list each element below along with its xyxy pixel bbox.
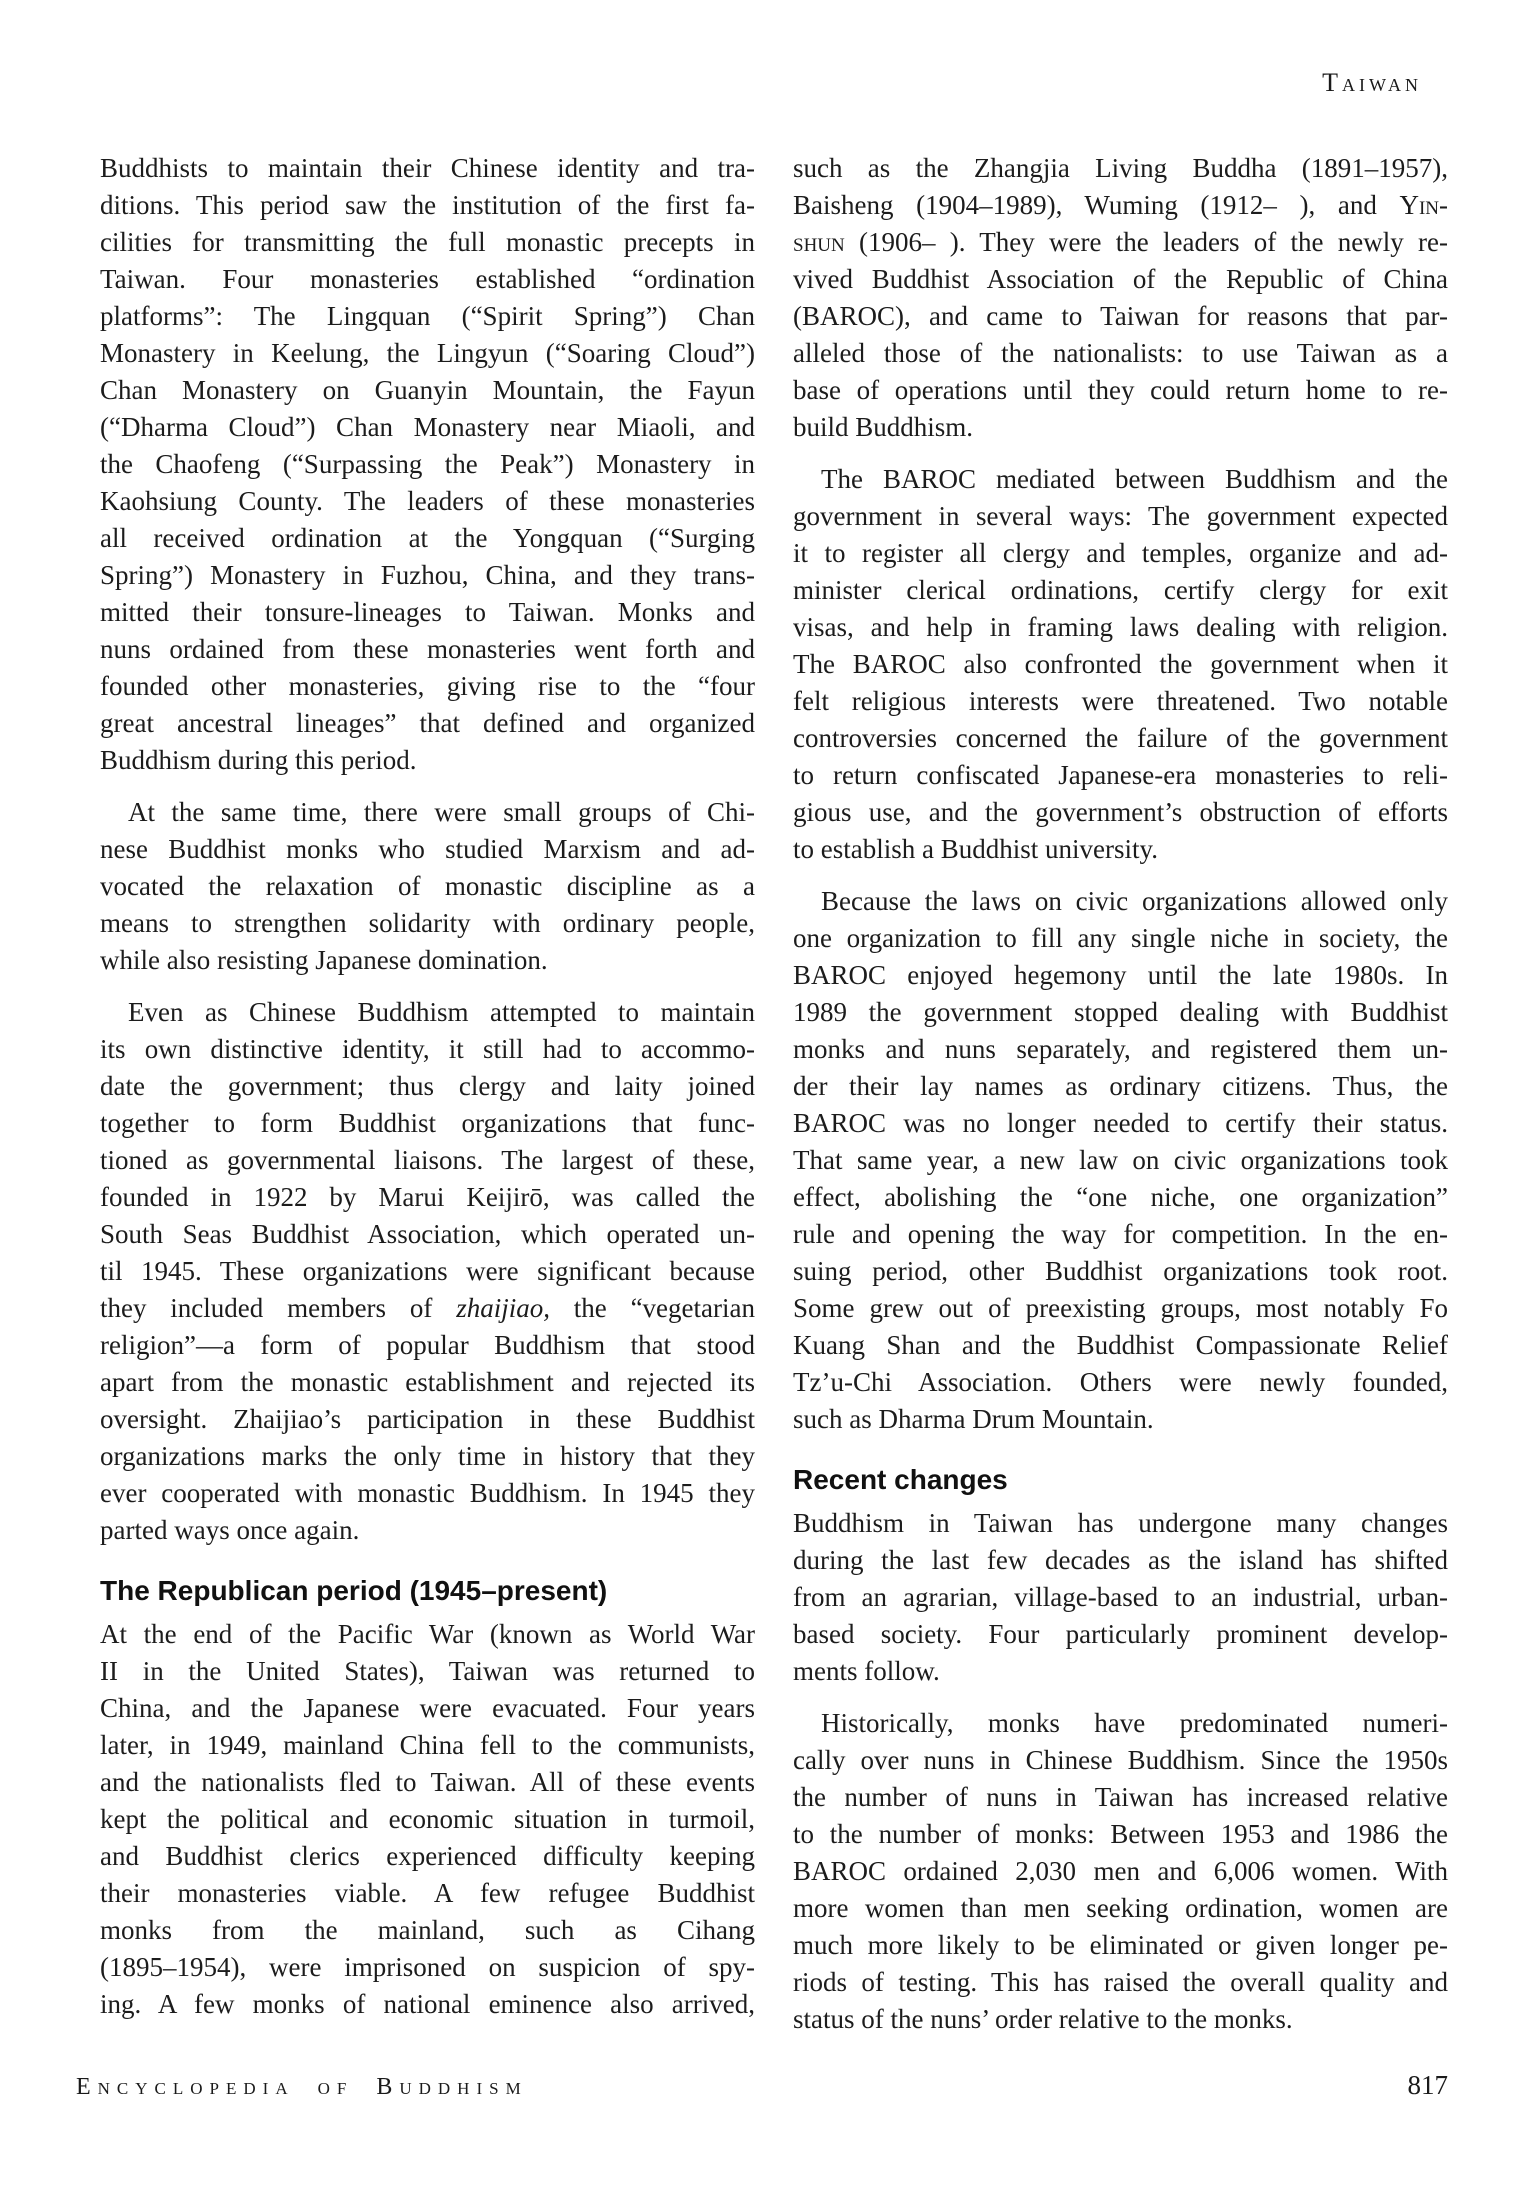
text-line: nuns ordained from these monasteries went forth and bbox=[100, 634, 755, 664]
text-line: later, in 1949, mainland China fell to the communists, bbox=[100, 1730, 755, 1760]
text-line: religion”—a form of popular Buddhism that stood bbox=[100, 1330, 755, 1360]
text-columns bbox=[100, 150, 1448, 2053]
text-line: monks from the mainland, such as Cihang bbox=[100, 1915, 755, 1945]
text-line: Spring”) Monastery in Fuzhou, China, and they trans- bbox=[100, 560, 755, 590]
paragraph bbox=[793, 883, 1448, 1438]
text-line: its own distinctive identity, it still had to accommo- bbox=[100, 1034, 755, 1064]
text-line: more women than men seeking ordination, women are bbox=[793, 1893, 1448, 1923]
text-line: BAROC enjoyed hegemony until the late 1980s. In bbox=[793, 960, 1448, 990]
text-line: organizations marks the only time in history that they bbox=[100, 1441, 755, 1471]
footer-page-number: 817 bbox=[1407, 2070, 1448, 2100]
paragraph bbox=[793, 461, 1448, 868]
text-line: together to form Buddhist organizations that func- bbox=[100, 1108, 755, 1138]
paragraph bbox=[100, 1616, 755, 2023]
paragraph bbox=[793, 1505, 1448, 1690]
running-head: Taiwan bbox=[1322, 68, 1422, 97]
text-line: der their lay names as ordinary citizens. Thus, the bbox=[793, 1071, 1448, 1101]
text-line: Buddhism in Taiwan has undergone many changes bbox=[793, 1508, 1448, 1538]
text-line: shun (1906– ). They were the leaders of the newly re- bbox=[793, 227, 1448, 257]
text-line: monks and nuns separately, and registered them un- bbox=[793, 1034, 1448, 1064]
text-line: parted ways once again. bbox=[100, 1515, 360, 1545]
text-line: gious use, and the government’s obstruction of efforts bbox=[793, 797, 1448, 827]
text-line: it to register all clergy and temples, organize and ad- bbox=[793, 538, 1448, 568]
text-line: the number of nuns in Taiwan has increased relative bbox=[793, 1782, 1448, 1812]
left-column bbox=[100, 150, 755, 2053]
text-line: such as the Zhangjia Living Buddha (1891–1957), bbox=[793, 153, 1448, 183]
text-line: riods of testing. This has raised the overall quality and bbox=[793, 1967, 1448, 1997]
paragraph bbox=[100, 794, 755, 979]
text-line: Kaohsiung County. The leaders of these monasteries bbox=[100, 486, 755, 516]
text-line: ditions. This period saw the institution of the first fa- bbox=[100, 190, 755, 220]
text-line: At the same time, there were small groups of Chi- bbox=[128, 797, 755, 827]
text-line: ever cooperated with monastic Buddhism. In 1945 they bbox=[100, 1478, 755, 1508]
text-line: (“Dharma Cloud”) Chan Monastery near Miaoli, and bbox=[100, 412, 755, 442]
text-line: rule and opening the way for competition. In the en- bbox=[793, 1219, 1448, 1249]
text-line: (1895–1954), were imprisoned on suspicion of spy- bbox=[100, 1952, 755, 1982]
text-line: felt religious interests were threatened. Two notable bbox=[793, 686, 1448, 716]
text-line: great ancestral lineages” that defined and organized bbox=[100, 708, 755, 738]
text-line: apart from the monastic establishment and rejected its bbox=[100, 1367, 755, 1397]
text-line: such as Dharma Drum Mountain. bbox=[793, 1404, 1154, 1434]
text-line: during the last few decades as the island has shifted bbox=[793, 1545, 1448, 1575]
text-line: BAROC ordained 2,030 men and 6,006 women. With bbox=[793, 1856, 1448, 1886]
text-line: founded other monasteries, giving rise to the “four bbox=[100, 671, 755, 701]
text-line: Even as Chinese Buddhism attempted to maintain bbox=[128, 997, 755, 1027]
text-line: (BAROC), and came to Taiwan for reasons that par- bbox=[793, 301, 1448, 331]
text-line: Some grew out of preexisting groups, most notably Fo bbox=[793, 1293, 1448, 1323]
text-line: mitted their tonsure-lineages to Taiwan. Monks and bbox=[100, 597, 755, 627]
text-line: Tz’u-Chi Association. Others were newly founded, bbox=[793, 1367, 1448, 1397]
text-line: Buddhists to maintain their Chinese identity and tra- bbox=[100, 153, 755, 183]
text-line: cally over nuns in Chinese Buddhism. Since the 1950s bbox=[793, 1745, 1448, 1775]
text-line: Buddhism during this period. bbox=[100, 745, 417, 775]
text-line: alleled those of the nationalists: to use Taiwan as a bbox=[793, 338, 1448, 368]
text-line: cilities for transmitting the full monastic precepts in bbox=[100, 227, 755, 257]
text-line: from an agrarian, village-based to an industrial, urban- bbox=[793, 1582, 1448, 1612]
text-line: date the government; thus clergy and laity joined bbox=[100, 1071, 755, 1101]
text-line: Monastery in Keelung, the Lingyun (“Soaring Cloud”) bbox=[100, 338, 755, 368]
text-line: vocated the relaxation of monastic discipline as a bbox=[100, 871, 755, 901]
text-line: ing. A few monks of national eminence also arrived, bbox=[100, 1989, 755, 2019]
text-line: platforms”: The Lingquan (“Spirit Spring”) Chan bbox=[100, 301, 755, 331]
text-line: based society. Four particularly prominent develop- bbox=[793, 1619, 1448, 1649]
text-line: and Buddhist clerics experienced difficulty keeping bbox=[100, 1841, 755, 1871]
text-line: founded in 1922 by Marui Keijirō, was called the bbox=[100, 1182, 755, 1212]
text-line: controversies concerned the failure of the government bbox=[793, 723, 1448, 753]
paragraph bbox=[793, 1705, 1448, 2038]
text-line: build Buddhism. bbox=[793, 412, 974, 442]
text-line: tioned as governmental liaisons. The largest of these, bbox=[100, 1145, 755, 1175]
text-line: 1989 the government stopped dealing with Buddhist bbox=[793, 997, 1448, 1027]
text-line: they included members of zhaijiao, the “vegetarian bbox=[100, 1293, 755, 1323]
text-line: kept the political and economic situation in turmoil, bbox=[100, 1804, 755, 1834]
text-line: status of the nuns’ order relative to the monks. bbox=[793, 2004, 1293, 2034]
text-line: to the number of monks: Between 1953 and 1986 the bbox=[793, 1819, 1448, 1849]
text-line: visas, and help in framing laws dealing with religion. bbox=[793, 612, 1448, 642]
text-line: government in several ways: The government expected bbox=[793, 501, 1448, 531]
text-line: all received ordination at the Yongquan (“Surging bbox=[100, 523, 755, 553]
text-line: Kuang Shan and the Buddhist Compassionate Relief bbox=[793, 1330, 1448, 1360]
text-line: ments follow. bbox=[793, 1656, 940, 1686]
text-line: much more likely to be eliminated or given longer pe- bbox=[793, 1930, 1448, 1960]
paragraph bbox=[100, 994, 755, 1549]
text-line: while also resisting Japanese domination. bbox=[100, 945, 548, 975]
text-line: Chan Monastery on Guanyin Mountain, the Fayun bbox=[100, 375, 755, 405]
text-line: China, and the Japanese were evacuated. Four years bbox=[100, 1693, 755, 1723]
text-line: and the nationalists fled to Taiwan. All of these events bbox=[100, 1767, 755, 1797]
text-line: their monasteries viable. A few refugee Buddhist bbox=[100, 1878, 755, 1908]
text-line: effect, abolishing the “one niche, one organization” bbox=[793, 1182, 1448, 1212]
text-line: the Chaofeng (“Surpassing the Peak”) Monastery in bbox=[100, 449, 755, 479]
text-line: Historically, monks have predominated numeri- bbox=[821, 1708, 1448, 1738]
text-line: vived Buddhist Association of the Republic of China bbox=[793, 264, 1448, 294]
text-line: means to strengthen solidarity with ordinary people, bbox=[100, 908, 755, 938]
text-line: til 1945. These organizations were significant because bbox=[100, 1256, 755, 1286]
text-line: suing period, other Buddhist organizations took root. bbox=[793, 1256, 1448, 1286]
text-line: nese Buddhist monks who studied Marxism and ad- bbox=[100, 834, 755, 864]
text-line: oversight. Zhaijiao’s participation in these Buddhist bbox=[100, 1404, 755, 1434]
right-column bbox=[793, 150, 1448, 2053]
text-line: to establish a Buddhist university. bbox=[793, 834, 1158, 864]
text-line: base of operations until they could return home to re- bbox=[793, 375, 1448, 405]
paragraph bbox=[793, 150, 1448, 446]
text-line: Baisheng (1904–1989), Wuming (1912– ), and Yin- bbox=[793, 190, 1448, 220]
page-footer bbox=[76, 2070, 1448, 2101]
section-heading: Recent changes bbox=[793, 1464, 1008, 1495]
text-line: minister clerical ordinations, certify clergy for exit bbox=[793, 575, 1448, 605]
footer-work-title: Encyclopedia of Buddhism bbox=[76, 2074, 528, 2100]
text-line: Taiwan. Four monasteries established “ordination bbox=[100, 264, 755, 294]
text-line: one organization to fill any single niche in society, the bbox=[793, 923, 1448, 953]
text-line: to return confiscated Japanese-era monasteries to reli- bbox=[793, 760, 1448, 790]
section-heading: The Republican period (1945–present) bbox=[100, 1575, 608, 1606]
text-line: The BAROC also confronted the government when it bbox=[793, 649, 1448, 679]
text-line: Because the laws on civic organizations allowed only bbox=[821, 886, 1448, 916]
text-line: South Seas Buddhist Association, which operated un- bbox=[100, 1219, 755, 1249]
text-line: The BAROC mediated between Buddhism and the bbox=[821, 464, 1448, 494]
text-line: That same year, a new law on civic organizations took bbox=[793, 1145, 1448, 1175]
text-line: II in the United States), Taiwan was returned to bbox=[100, 1656, 755, 1686]
text-line: BAROC was no longer needed to certify their status. bbox=[793, 1108, 1448, 1138]
text-line: At the end of the Pacific War (known as World War bbox=[100, 1619, 755, 1649]
paragraph bbox=[100, 150, 755, 779]
